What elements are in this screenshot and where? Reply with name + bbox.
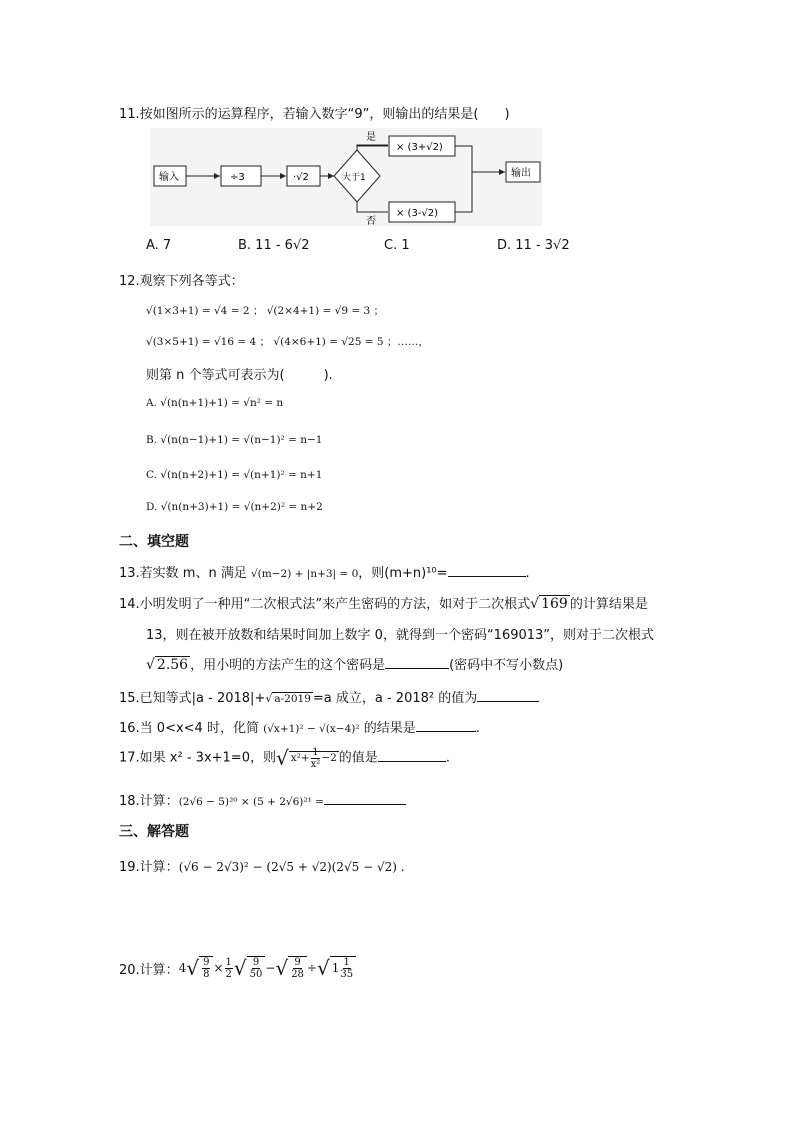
q16-text-c: . [475,721,480,736]
q16-text-a: 16.当 0<x<4 时，化简 [119,721,259,736]
q14-text-3b: (密码中不写小数点) [449,658,564,673]
q16-answer-blank[interactable] [416,719,476,732]
q14-answer-blank[interactable] [385,656,449,669]
q12-ask: 则第 n 个等式可表示为( ). [146,368,333,383]
section-fill-in-title: 二、填空题 [119,534,189,550]
flow-yes-label: 是 [366,132,376,143]
q14-line-1: 14.小明发明了一种用“二次根式法”来产生密码的方法，如对于二次根式√ 169 的计算结果是 [119,596,648,612]
q13-text-c: ，则(m+n)¹⁰= [358,566,448,581]
flow-sqrt-label: ·√2 [293,172,309,183]
q12-option-d: D. √(n(n+3)+1) = √(n+2)² = n+2 [146,501,323,513]
q15-text-a: 15.已知等式|a - 2018|+ [119,691,266,706]
q11-flowchart [150,128,542,226]
q11-option-d: D. 11 - 3√2 [497,238,570,253]
q17-text-c: . [445,750,450,766]
q19 [119,856,405,875]
q11-option-a: A. 7 [146,238,172,253]
flow-no-label: 否 [366,216,376,226]
q17-radical-sign: √ [275,746,289,770]
q13-expr: √(m−2) + |n+3| = 0 [250,568,359,580]
q17-fraction: $\frac{1}{\text{x²}}$ [310,746,321,770]
flow-yes-op: × (3+√2) [396,142,443,153]
q16-text-b: 的结果是 [363,721,416,736]
q11-option-b: B. 11 - 6√2 [238,238,310,253]
q12-row-1: √(1×3+1) = √4 = 2 ； √(2×4+1) = √9 = 3 ； [146,305,385,317]
q16 [119,717,480,736]
q14-text-1b: 的计算结果是 [569,597,648,612]
q17-answer-blank[interactable] [378,749,446,762]
q15-text-b: =a 成立，a - 2018² 的值为 [312,691,478,706]
q12-stem: 12.观察下列各等式： [119,274,244,289]
q13-text-d: . [525,566,530,581]
q14-line-3: √ 2.56 ，用小明的方法产生的这个密码是 (密码中不写小数点) [146,657,564,673]
q14-line-2: 13，则在被开放数和结果时间加上数字 0，就得到一个密码“169013”，则对于二次根式 [146,628,655,643]
q12-option-a: A. √(n(n+1)+1) = √n² = n [146,397,284,409]
flow-input-label: 输入 [159,172,179,183]
q13-answer-blank[interactable] [448,564,526,577]
q14-text-1a: 14.小明发明了一种用“二次根式法”来产生密码的方法，如对于二次根式 [119,597,531,612]
q14-radical-169: 169 [541,596,568,612]
q20-expression: 4 √ $\frac{9}{8}$ × $\frac{1}{2}$ √ $\frac{9}{50}$ − √ $\frac{9}{28}$ ÷ √ 1 $\frac{1}{35}$ [179,956,356,980]
q13 [119,562,530,581]
q15-answer-blank[interactable] [477,689,539,702]
q11-stem: 11.按如图所示的运算程序，若输入数字“9”，则输出的结果是( ) [119,107,510,122]
flow-output-label: 输出 [511,168,531,179]
flow-no-op: × (3-√2) [396,208,439,219]
q14-text-3a: ，用小明的方法产生的这个密码是 [190,658,386,673]
q20-text-a: 20.计算： [119,962,179,978]
section-solve-title: 三、解答题 [119,824,189,840]
q17-expression: x²+ $\frac{1}{\text{x²}}$ −2 [290,746,337,770]
q18 [119,790,406,809]
q18-answer-blank[interactable] [324,792,406,805]
q15-radical: a-2019 [274,693,311,705]
q17-text-a: 17.如果 x² - 3x+1=0，则 [119,750,276,766]
q13-text-a: 13.若实数 m、n 满足 [119,566,247,581]
q11-option-c: C. 1 [384,238,410,253]
q15: 15.已知等式|a - 2018|+√ a-2019 =a 成立，a - 2018² 的值为 [119,687,539,706]
q12-option-b: B. √(n(n−1)+1) = √(n−1)² = n−1 [146,434,323,446]
q20 [119,956,356,980]
q12-row-2: √(3×5+1) = √16 = 4 ； √(4×6+1) = √25 = 5 ；……， [146,336,429,348]
flow-decision-label: 大于1 [342,173,366,183]
q12-option-c: C. √(n(n+2)+1) = √(n+1)² = n+1 [146,469,323,481]
q19-text-a: 19.计算： [119,860,179,875]
flow-divide-label: ÷3 [230,172,245,183]
q16-expr: (√x+1)² − √(x−4)² [263,723,360,735]
q18-text-a: 18.计算： [119,794,179,809]
q17 [119,746,450,770]
q17-text-b: 的值是 [338,750,378,766]
q19-expr: (√6 − 2√3)² − (2√5 + √2)(2√5 − √2) . [178,860,405,874]
q14-radical-256: 2.56 [156,657,189,673]
q18-expr: (2√6 − 5)²⁰ × (5 + 2√6)²¹ = [178,796,324,808]
